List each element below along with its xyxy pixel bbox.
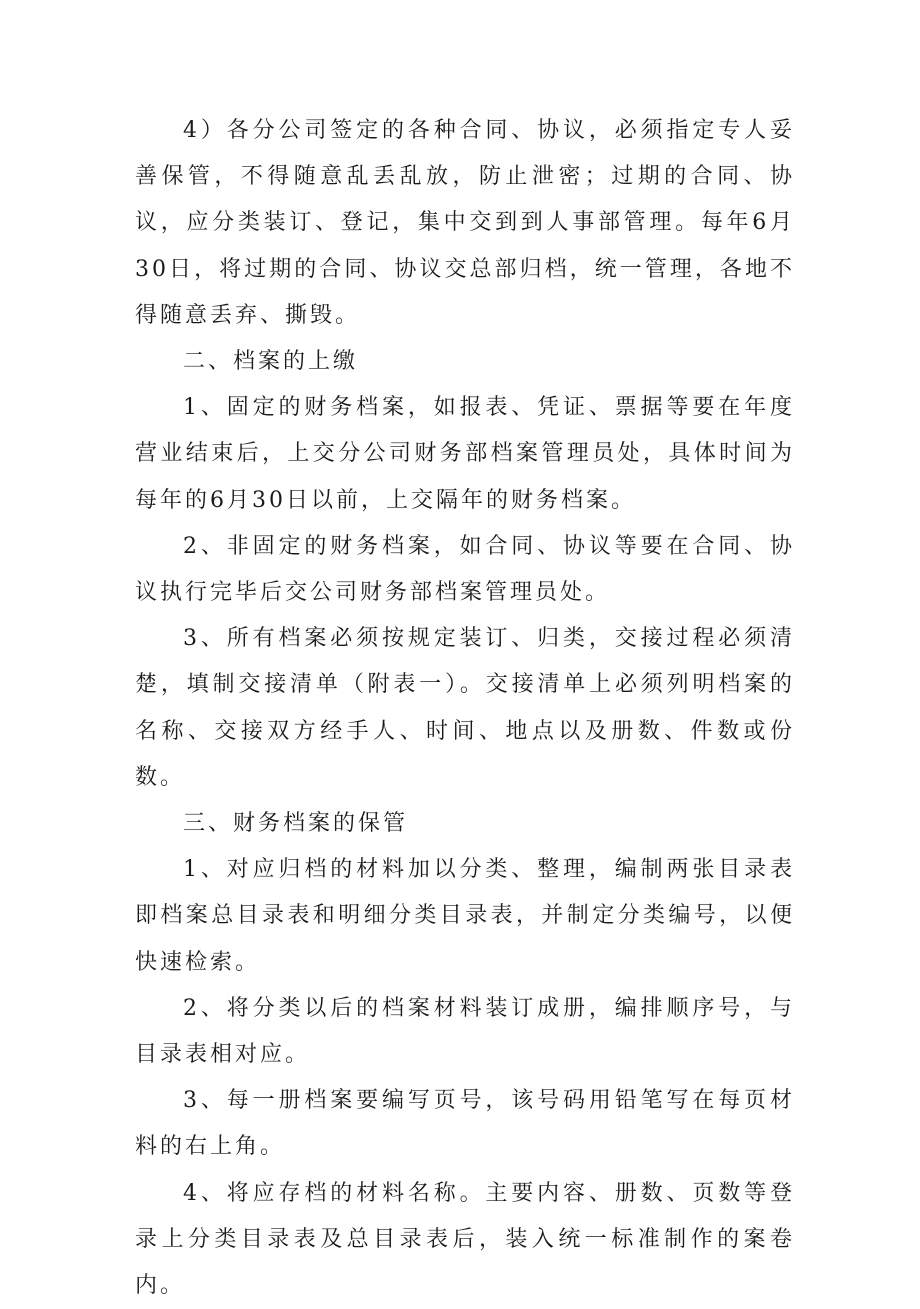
document-body (135, 108, 795, 1309)
paragraph-contract-storage: 4）各分公司签定的各种合同、协议，必须指定专人妥善保管，不得随意乱丢乱放，防止泄密；过期的合同、协议，应分类装订、登记，集中交到到人事部管理。每年6月30日，将过期的合同、协议交总部归档，统一管理，各地不得随意丢弃、撕毁。 (135, 118, 795, 328)
section-heading-archive-custody: 三、财务档案的保管 (183, 811, 409, 837)
paragraph-registration: 4、将应存档的材料名称。主要内容、册数、页数等登录上分类目录表及总目录表后，装入统一标准制作的案卷内。 (135, 1180, 795, 1299)
paragraph-binding-volumes: 2、将分类以后的档案材料装订成册，编排顺序号，与目录表相对应。 (135, 995, 795, 1068)
paragraph-binding-handover: 3、所有档案必须按规定装订、归类，交接过程必须清楚，填制交接清单（附表一）。交接清单上必须列明档案的名称、交接双方经手人、时间、地点以及册数、件数或份数。 (135, 626, 795, 790)
paragraph-non-fixed-archives: 2、非固定的财务档案，如合同、协议等要在合同、协议执行完毕后交公司财务部档案管理员处。 (135, 533, 795, 606)
paragraph-classification: 1、对应归档的材料加以分类、整理，编制两张目录表即档案总目录表和明细分类目录表，并制定分类编号，以便快速检索。 (135, 857, 795, 975)
paragraph-fixed-archives: 1、固定的财务档案，如报表、凭证、票据等要在年度营业结束后，上交分公司财务部档案管理员处，具体时间为每年的6月30日以前，上交隔年的财务档案。 (135, 395, 795, 513)
paragraph-page-numbering: 3、每一册档案要编写页号，该号码用铅笔写在每页材料的右上角。 (135, 1088, 795, 1160)
section-heading-archive-submission: 二、档案的上缴 (183, 349, 359, 375)
